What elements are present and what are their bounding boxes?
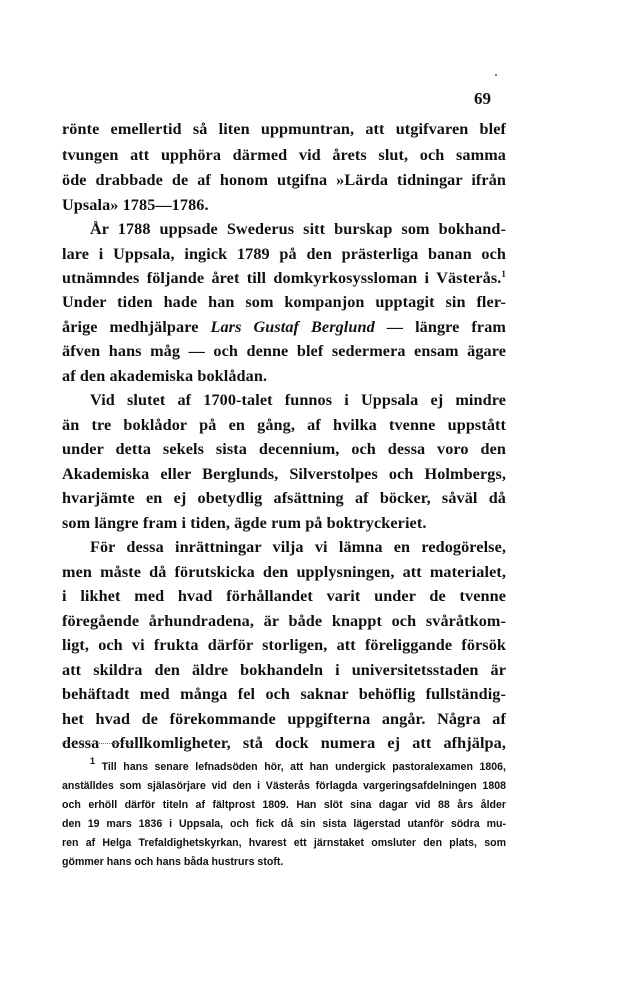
body-line: rönte emellertid så liten uppmuntran, att utgifvaren blef [62, 120, 506, 138]
body-line: Upsala» 1785—1786. [62, 196, 209, 214]
body-line: Akademiska eller Berglunds, Silverstolpes och Holmbergs, [62, 465, 506, 483]
footnote-ref: 1 [501, 269, 506, 279]
body-line [62, 316, 506, 338]
body-line [62, 267, 506, 289]
body-line: äfven hans måg — och denne blef sedermera ensam ägare [62, 342, 506, 360]
body-line: tvungen att upphöra därmed vid årets slut, och samma [62, 146, 506, 164]
footnote-line [90, 756, 506, 775]
footnote-line: den 19 mars 1836 i Uppsala, och fick då sin sista lägerstad utanför södra mu- [62, 818, 506, 830]
body-line: behäftadt med många fel och saknar behöflig fullständig- [62, 685, 506, 703]
body-line: än tre boklådor på en gång, af hvilka tvenne uppstått [62, 416, 506, 434]
body-line: öde drabbade de af honom utgifna »Lärda tidningar ifrån [62, 171, 506, 189]
body-line: Under tiden hade han som kompanjon upptagit sin fler- [62, 293, 506, 311]
body-line: som längre fram i tiden, ägde rum på boktryckeriet. [62, 514, 427, 532]
body-line: men måste då förutskicka den upplysningen, att materialet, [62, 563, 506, 581]
page-number: 69 [474, 89, 491, 108]
footnote-line: ren af Helga Trefaldighetskyrkan, hvarest ett järnstaket omsluter den plats, som [62, 837, 506, 849]
footnote-marker: 1 [90, 756, 96, 766]
body-line: i likhet med hvad förhållandet varit under de tvenne [62, 587, 506, 605]
footnote-separator [62, 743, 134, 744]
body-line: Vid slutet af 1700-talet funnos i Uppsala ej mindre [90, 391, 506, 409]
footnote-text: Till hans senare lefnadsöden hör, att han undergick pastoralexamen 1806, [101, 761, 506, 773]
body-line: att skildra den äldre bokhandeln i universitetsstaden är [62, 661, 506, 679]
body-line: För dessa inrättningar vilja vi lämna en redogörelse, [90, 538, 506, 556]
body-line-text: utnämndes följande året till domkyrkosyssloman i Västerås. [62, 269, 502, 287]
body-line-text: årige medhjälpare [62, 318, 199, 336]
body-line: År 1788 uppsade Swederus sitt burskap som bokhand- [90, 220, 506, 238]
person-name: Lars Gustaf Berglund [210, 318, 375, 336]
footnote-line: och erhöll därför titeln af fältprost 1809. Han slöt sina dagar vid 88 års ålder [62, 799, 506, 811]
body-line: het hvad de förekommande uppgifterna angår. Några af [62, 710, 506, 728]
body-line: ligt, och vi frukta därför storligen, att föreliggande försök [62, 636, 506, 654]
body-line: under detta sekels sista decennium, och dessa voro den [62, 440, 506, 458]
body-line: lare i Uppsala, ingick 1789 på den prästerliga banan och [62, 245, 506, 263]
body-line-text: — längre fram [386, 318, 506, 336]
stray-dot [495, 74, 497, 76]
body-line: dessa ofullkomligheter, stå dock numera ej att afhjälpa, [62, 734, 506, 752]
footnote-line: gömmer hans och hans båda hustrurs stoft. [62, 856, 284, 868]
body-line: föregående århundradena, är både knappt och svåråtkom- [62, 612, 506, 630]
footnote-line: anställdes som själasörjare vid den i Västerås förlagda vargeringsafdelningen 1808 [62, 780, 506, 792]
body-line: af den akademiska boklådan. [62, 367, 268, 385]
body-line: hvarjämte en ej obetydlig afsättning af böcker, såväl då [62, 489, 506, 507]
